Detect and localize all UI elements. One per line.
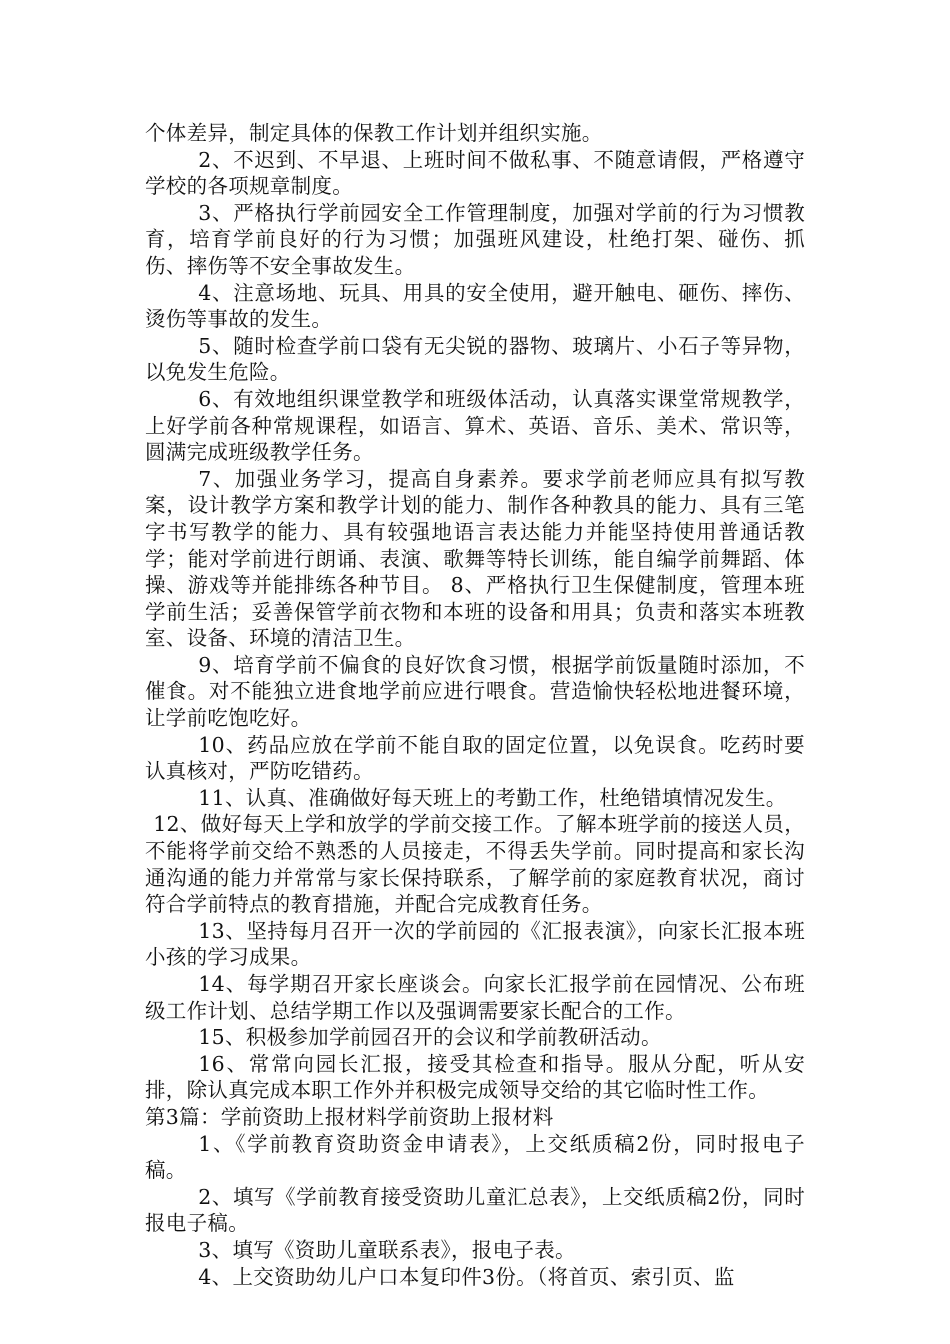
paragraph-10: 10、药品应放在学前不能自取的固定位置，以免误食。吃药时要认真核对，严防吃错药。 bbox=[145, 732, 805, 784]
paragraph-4: 4、注意场地、玩具、用具的安全使用，避开触电、砸伤、摔伤、烫伤等事故的发生。 bbox=[145, 280, 805, 332]
paragraph-12: 12、做好每天上学和放学的学前交接工作。了解本班学前的接送人员，不能将学前交给不熟悉的人员接走，不得丢失学前。同时提高和家长沟通沟通的能力并常常与家长保持联系，了解学前的家庭教育状况，商讨符合学前特点的教育措施，并配合完成教育任务。 bbox=[145, 812, 805, 917]
paragraph-2: 2、不迟到、不早退、上班时间不做私事、不随意请假，严格遵守学校的各项规章制度。 bbox=[145, 147, 805, 199]
paragraph-1: 个体差异，制定具体的保教工作计划并组织实施。 bbox=[145, 121, 603, 145]
paragraph-7: 7、加强业务学习，提高自身素养。要求学前老师应具有拟写教案，设计教学方案和教学计划的能力、制作各种教具的能力、具有三笔字书写教学的能力、具有较强地语言表达能力并能坚持使用普通话教学；能对学前进行朗诵、表演、歌舞等特长训练，能自编学前舞蹈、体操、游戏等并能排练各种节目。 8、严格执行卫生保健制度，管理本班学前生活；妥善保管学前衣物和本班的设备和用具；负责和落实本班教室、设备、环境的清洁卫生。 bbox=[145, 466, 805, 651]
paragraph-14: 14、每学期召开家长座谈会。向家长汇报学前在园情况、公布班级工作计划、总结学期工作以及强调需要家长配合的工作。 bbox=[145, 972, 805, 1023]
section-item-3: 3、填写《资助儿童联系表》，报电子表。 bbox=[198, 1237, 576, 1262]
section-heading: 第3篇：学前资助上报材料学前资助上报材料 bbox=[145, 1104, 554, 1129]
paragraph-11: 11、认真、准确做好每天班上的考勤工作，杜绝错填情况发生。 bbox=[198, 785, 787, 810]
paragraph-13: 13、坚持每月召开一次的学前园的《汇报表演》，向家长汇报本班小孩的学习成果。 bbox=[145, 918, 805, 970]
paragraph-6: 6、有效地组织课堂教学和班级体活动，认真落实课堂常规教学，上好学前各种常规课程，如语言、算术、英语、音乐、美术、常识等，圆满完成班级教学任务。 bbox=[145, 386, 805, 465]
paragraph-9: 9、培育学前不偏食的良好饮食习惯，根据学前饭量随时添加，不催食。对不能独立进食地学前应进行喂食。营造愉快轻松地进餐环境，让学前吃饱吃好。 bbox=[145, 652, 805, 731]
paragraph-3: 3、严格执行学前园安全工作管理制度，加强对学前的行为习惯教育，培育学前良好的行为习惯；加强班风建设，杜绝打架、碰伤、抓伤、摔伤等不安全事故发生。 bbox=[145, 200, 805, 278]
section-item-4: 4、上交资助幼儿户口本复印件3份。（将首页、索引页、监 bbox=[198, 1264, 735, 1289]
document-body bbox=[145, 120, 805, 1290]
section-item-2: 2、填写《学前教育接受资助儿童汇总表》，上交纸质稿2份，同时报电子稿。 bbox=[145, 1184, 805, 1236]
paragraph-15: 15、积极参加学前园召开的会议和学前教研活动。 bbox=[198, 1025, 662, 1050]
section-item-1: 1、《学前教育资助资金申请表》，上交纸质稿2份，同时报电子稿。 bbox=[145, 1131, 805, 1183]
paragraph-5: 5、随时检查学前口袋有无尖锐的器物、玻璃片、小石子等异物，以免发生危险。 bbox=[145, 333, 805, 385]
paragraph-16: 16、常常向园长汇报，接受其检查和指导。服从分配，听从安排，除认真完成本职工作外并积极完成领导交给的其它临时性工作。 bbox=[145, 1051, 805, 1103]
